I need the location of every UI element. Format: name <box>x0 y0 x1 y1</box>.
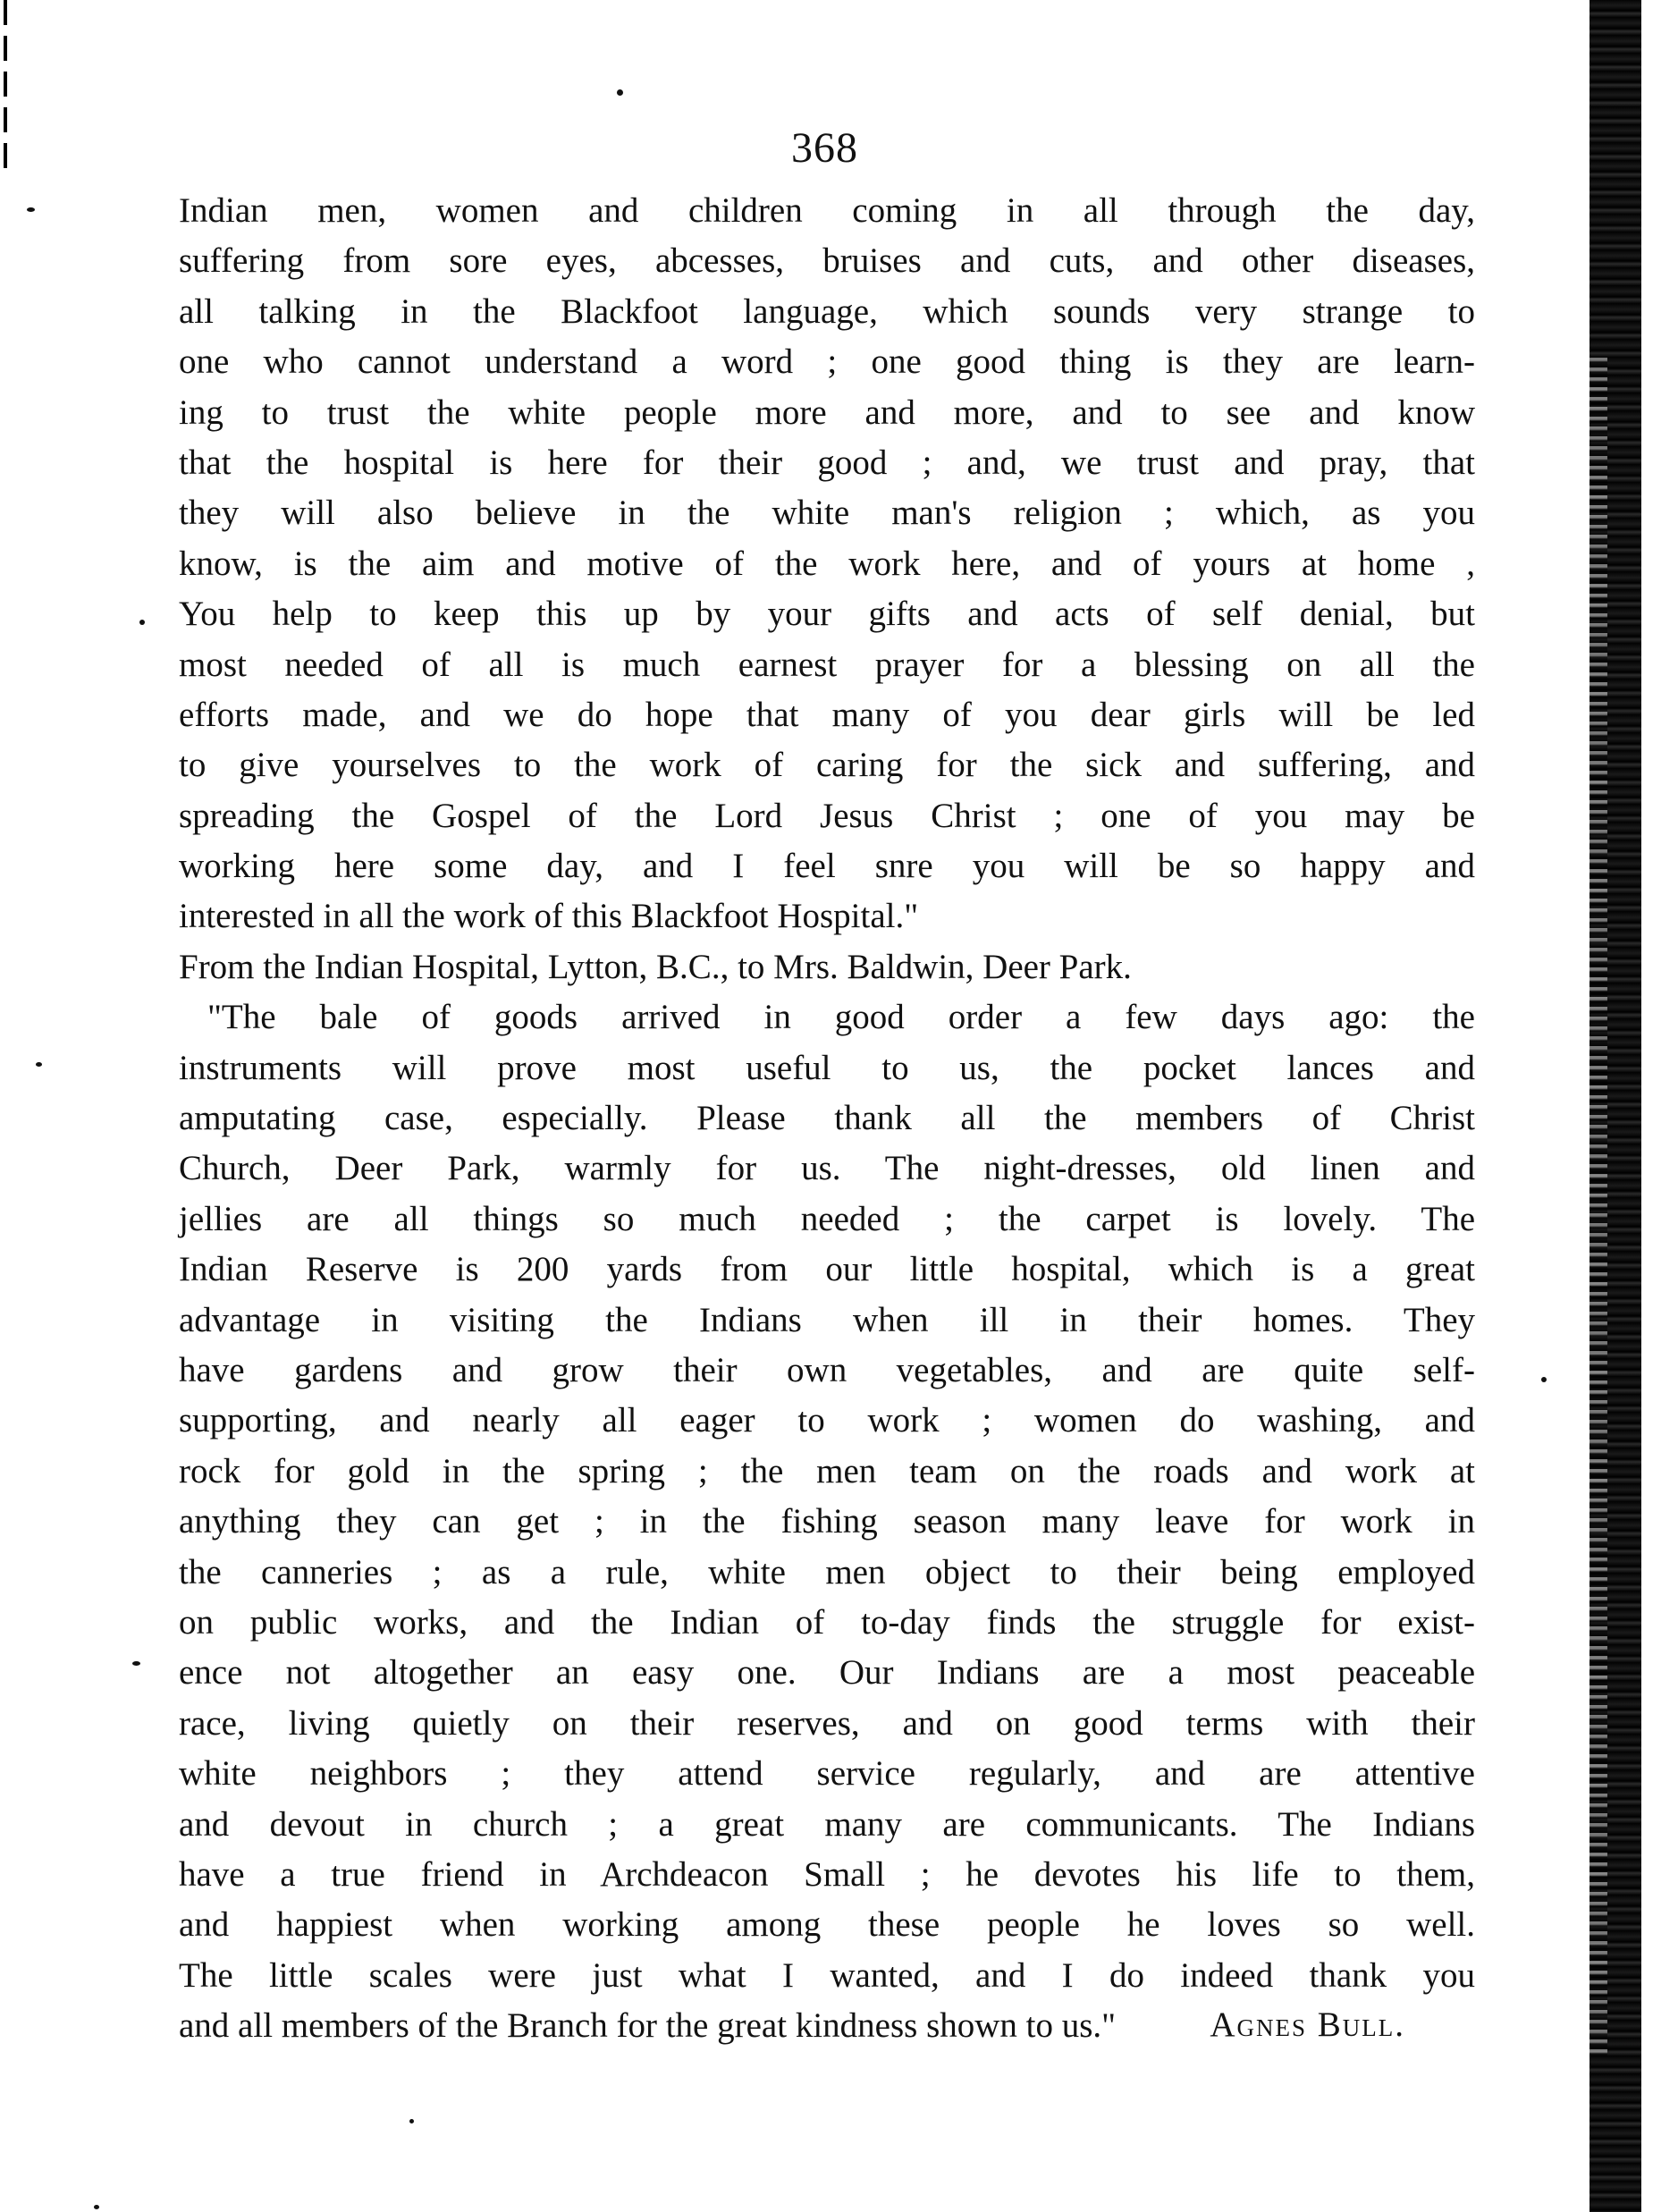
text-line: working here some day, and I feel snre you will be so happy and <box>179 847 1475 886</box>
text-line: have gardens and grow their own vegetables, and are quite self- <box>179 1350 1475 1389</box>
scan-speck <box>36 1062 42 1067</box>
text-line: amputating case, especially. Please thank all the members of Christ <box>179 1099 1475 1138</box>
text-line: interested in all the work of this Blackfoot Hospital." <box>179 897 919 936</box>
text-line: all talking in the Blackfoot language, which sounds very strange to <box>179 291 1475 331</box>
text-line: on public works, and the Indian of to-day finds the struggle for exist- <box>179 1602 1475 1642</box>
text-line: ing to trust the white people more and more, and to see and know <box>179 393 1475 432</box>
scan-speck <box>139 620 145 625</box>
scan-left-edge-marks <box>4 0 7 179</box>
scan-speck <box>409 2119 414 2123</box>
text-line: most needed of all is much earnest prayer for a blessing on all the <box>179 645 1475 684</box>
text-line: Indian men, women and children coming in all through the day, <box>179 191 1475 230</box>
scan-speck <box>132 1661 140 1666</box>
text-line: supporting, and nearly all eager to work ; women do washing, and <box>179 1401 1475 1440</box>
text-line: and all members of the Branch for the great kindness shown to us." <box>179 2006 1117 2046</box>
letter-heading: From the Indian Hospital, Lytton, B.C., to Mrs. Baldwin, Deer Park. <box>179 947 1132 986</box>
text-line: You help to keep this up by your gifts and acts of self denial, but <box>179 595 1475 634</box>
book-binding-texture <box>1589 358 1607 2056</box>
text-line: one who cannot understand a word ; one good thing is they are learn- <box>179 342 1475 382</box>
scan-speck <box>27 207 35 212</box>
text-line: and devout in church ; a great many are communicants. The Indians <box>179 1804 1475 1844</box>
text-line: spreading the Gospel of the Lord Jesus Christ ; one of you may be <box>179 796 1475 835</box>
text-line: Indian Reserve is 200 yards from our little hospital, which is a great <box>179 1250 1475 1289</box>
text-line: "The bale of goods arrived in good order a few days ago: the <box>207 998 1475 1037</box>
scan-speck <box>617 89 623 96</box>
page-number: 368 <box>791 124 858 172</box>
text-line: anything they can get ; in the fishing season many leave for work in <box>179 1502 1475 1541</box>
text-line: that the hospital is here for their good ; and, we trust and pray, that <box>179 443 1475 482</box>
signature: Agnes Bull. <box>1210 2005 1405 2044</box>
text-line: the canneries ; as a rule, white men object to their being employed <box>179 1552 1475 1591</box>
body-text <box>179 186 1475 2051</box>
scan-speck <box>1541 1377 1547 1382</box>
text-line: and happiest when working among these people he loves so well. <box>179 1905 1475 1945</box>
text-line: white neighbors ; they attend service regularly, and are attentive <box>179 1754 1475 1794</box>
text-line: The little scales were just what I wanted, and I do indeed thank you <box>179 1955 1475 1995</box>
text-line: have a true friend in Archdeacon Small ; he devotes his life to them, <box>179 1854 1475 1894</box>
text-line: suffering from sore eyes, abcesses, bruises and cuts, and other diseases, <box>179 241 1475 281</box>
text-line: rock for gold in the spring ; the men team on the roads and work at <box>179 1451 1475 1490</box>
text-line: efforts made, and we do hope that many of you dear girls will be led <box>179 695 1475 734</box>
text-line: instruments will prove most useful to us, the pocket lances and <box>179 1048 1475 1087</box>
text-line: ence not altogether an easy one. Our Indians are a most peaceable <box>179 1653 1475 1693</box>
text-line: jellies are all things so much needed ; the carpet is lovely. The <box>179 1199 1475 1238</box>
text-line: advantage in visiting the Indians when ill in their homes. They <box>179 1300 1475 1339</box>
text-line: Church, Deer Park, warmly for us. The night-dresses, old linen and <box>179 1149 1475 1188</box>
text-line: know, is the aim and motive of the work here, and of yours at home , <box>179 544 1475 583</box>
scan-speck <box>94 2205 99 2209</box>
text-line: to give yourselves to the work of caring for the sick and suffering, and <box>179 746 1475 785</box>
text-line: they will also believe in the white man's religion ; which, as you <box>179 494 1475 533</box>
text-line: race, living quietly on their reserves, and on good terms with their <box>179 1703 1475 1743</box>
